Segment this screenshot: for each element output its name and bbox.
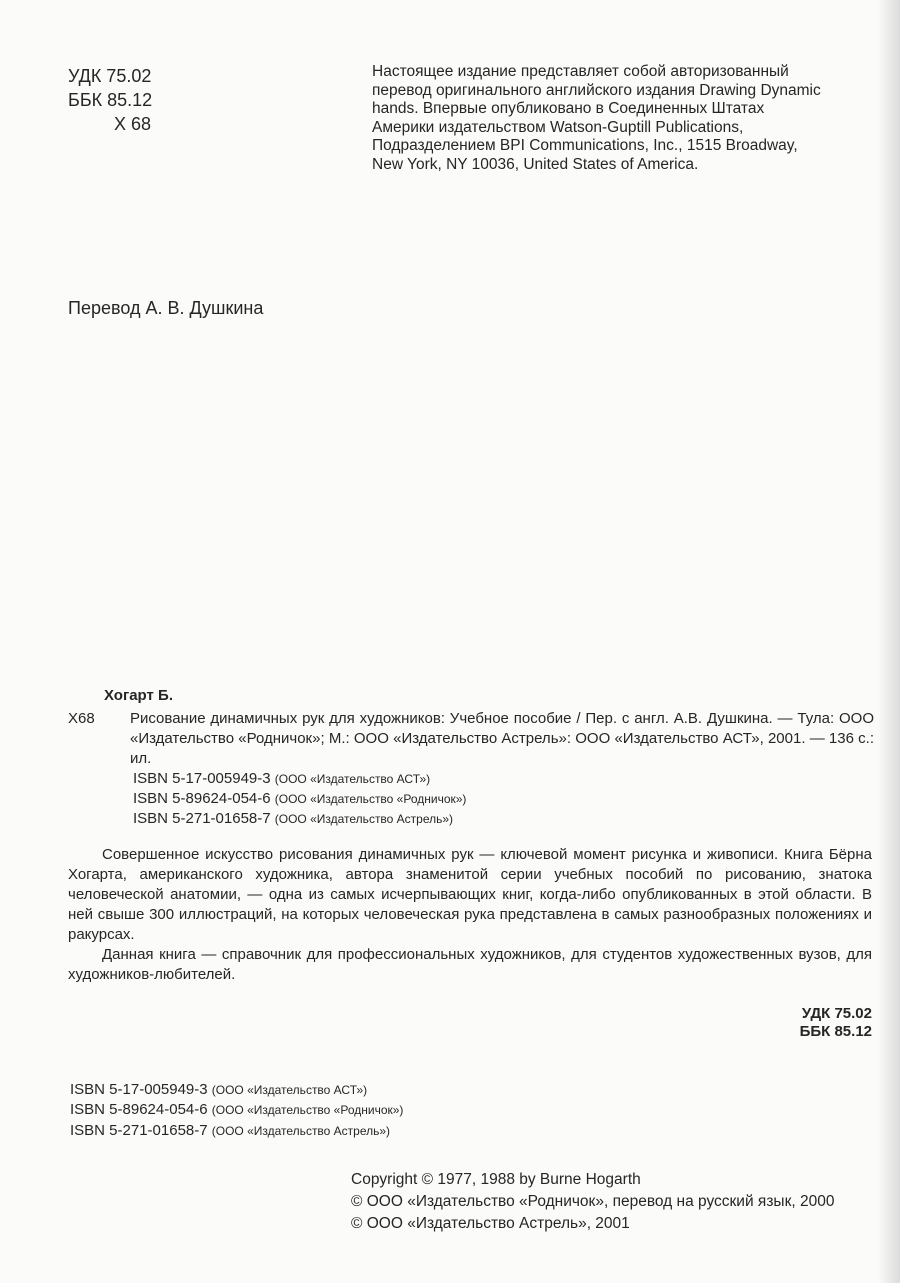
isbn-publisher: (ООО «Издательство «Родничок») — [274, 792, 467, 806]
author-mark: Х68 — [68, 710, 95, 727]
copyright-line: Copyright © 1977, 1988 by Burne Hogarth — [351, 1171, 641, 1188]
annotation-paragraph: Данная книга — справочник для профессиональных художников, для студентов художественных вузов, для художников-любителей. — [68, 946, 872, 983]
copyright-block — [351, 1169, 834, 1235]
udk-code: УДК 75.02 — [68, 66, 152, 86]
isbn-publisher: (ООО «Издательство Астрель») — [211, 1123, 391, 1138]
page-edge-shadow — [878, 0, 900, 1283]
author-mark: Х 68 — [114, 114, 152, 134]
isbn-publisher: (ООО «Издательство АСТ») — [274, 772, 431, 786]
notice-line: hands. Впервые опубликовано в Соединенных Штатах — [372, 100, 765, 118]
notice-line: Подразделением BPI Communications, Inc., 1515 Broadway, — [372, 137, 798, 155]
copyright-line: © ООО «Издательство «Родничок», перевод на русский язык, 2000 — [351, 1193, 835, 1210]
isbn-number: ISBN 5-271-01658-7 — [70, 1121, 208, 1139]
isbn-publisher: (ООО «Издательство Астрель») — [274, 812, 454, 826]
notice-line: перевод оригинального английского издания Drawing Dynamic — [372, 81, 821, 99]
isbn-number: ISBN 5-271-01658-7 — [133, 810, 271, 827]
isbn-line — [70, 1100, 403, 1120]
bbk-code: ББК 85.12 — [799, 1023, 872, 1040]
isbn-number: ISBN 5-17-005949-3 — [70, 1081, 208, 1098]
notice-line: New York, NY 10036, United States of America. — [372, 155, 699, 173]
annotation-paragraph: Совершенное искусство рисования динамичных рук — ключевой момент рисунка и живописи. Книга Бёрна Хогарта, американского художника, автора знаменитой серии учебных пособий по рисованию, знатока человеческой анатомии, — одна из самых исчерпывающих книг, когда-либо опубликованных в этой области. В ней свыше 300 иллюстраций, на которых человеческая рука представлена в самых разнообразных положениях и ракурсах. — [68, 846, 872, 943]
notice-line: Настоящее издание представляет собой авторизованный — [372, 63, 789, 80]
udk-header — [68, 64, 152, 136]
isbn-publisher: (ООО «Издательство «Родничок») — [211, 1103, 404, 1118]
isbn-line — [68, 769, 874, 789]
isbn-line — [70, 1080, 403, 1100]
notice-line: Америки издательством Watson-Guptill Publications, — [372, 118, 744, 136]
copyright-line: © ООО «Издательство Астрель», 2001 — [351, 1215, 630, 1232]
isbn-number: ISBN 5-89624-054-6 — [70, 1101, 208, 1119]
isbn-line — [68, 789, 874, 809]
isbn-line — [68, 809, 874, 829]
bbk-code: ББК 85.12 — [68, 90, 153, 110]
isbn-list — [70, 1080, 403, 1141]
isbn-publisher: (ООО «Издательство АСТ») — [211, 1083, 368, 1097]
book-description: Рисование динамичных рук для художников: Учебное пособие / Пер. с англ. А.В. Душкина. — Тула: ООО «Издательство «Родничок»; М.: ООО «Издательство Астрель»: ООО «Издательство АСТ», 2001. — 136 с.: ил. — [130, 710, 874, 767]
translator-credit: Перевод А. В. Душкина — [68, 298, 264, 318]
isbn-line — [70, 1121, 403, 1141]
author-name: Хогарт Б. — [104, 687, 173, 704]
udk-footer — [800, 1005, 872, 1041]
isbn-number: ISBN 5-89624-054-6 — [133, 790, 271, 807]
edition-notice — [372, 63, 872, 175]
annotation — [68, 845, 872, 985]
udk-code: УДК 75.02 — [801, 1005, 872, 1022]
bibliographic-record — [68, 686, 874, 829]
isbn-number: ISBN 5-17-005949-3 — [133, 770, 271, 787]
